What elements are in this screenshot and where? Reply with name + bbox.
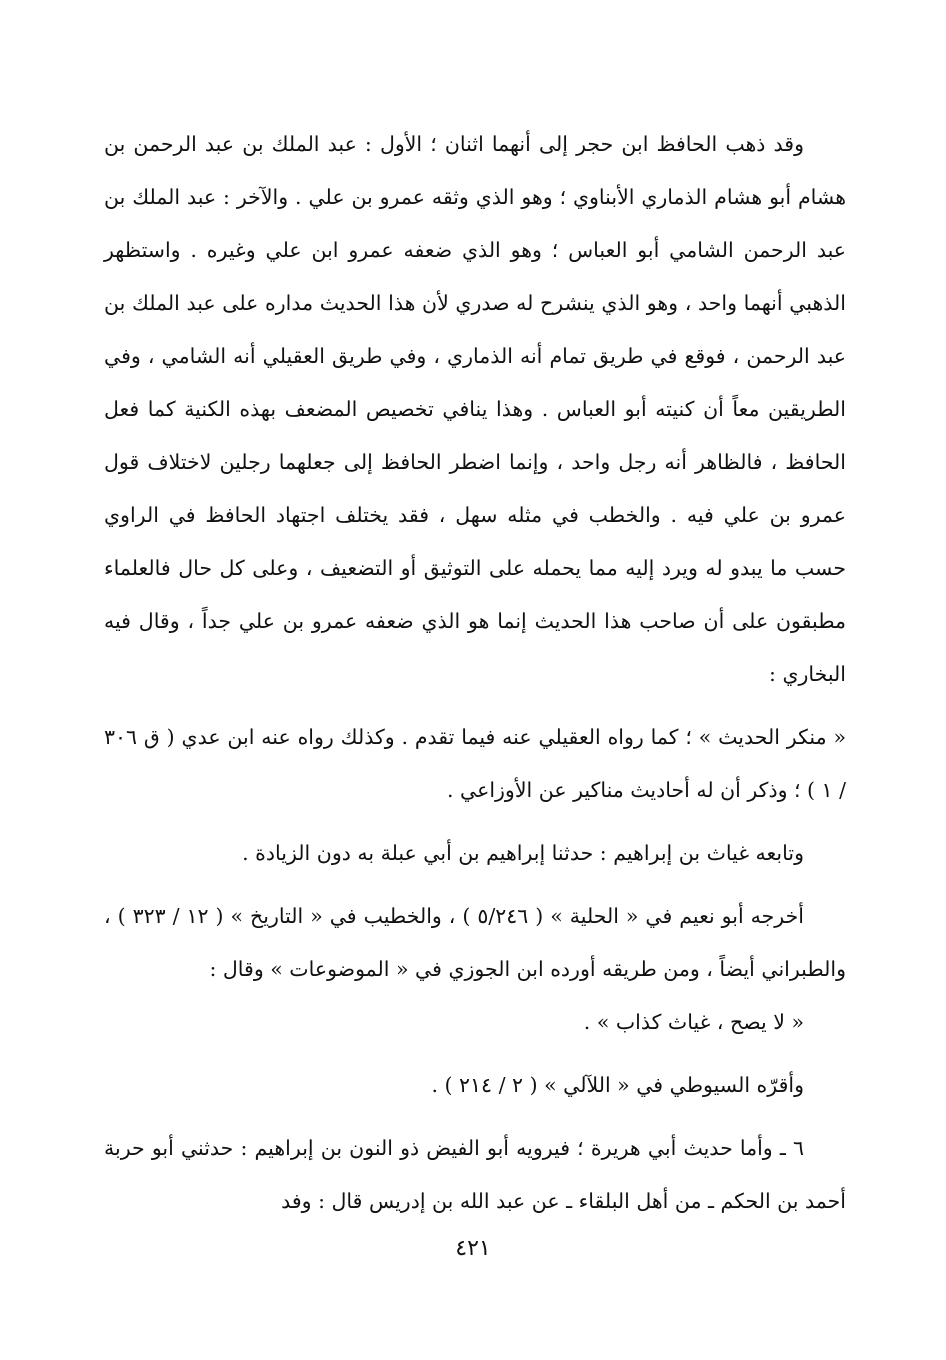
paragraph-takhrij: أخرجه أبو نعيم في « الحلية » ( ٥/٢٤٦ ) ، والخطيب في « التاريخ » ( ١٢ / ٣٢٣ ) ، والطبراني أيضاً ، ومن طريقه أورده ابن الجوزي في « الموضوعات » وقال : — [104, 904, 846, 981]
paragraph-gap — [104, 880, 846, 890]
paragraph-gap — [104, 1049, 846, 1059]
paragraph-gap — [104, 817, 846, 827]
paragraph-hafiz-opinion: وقد ذهب الحافظ ابن حجر إلى أنهما اثنان ؛ الأول : عبد الملك بن عبد الرحمن بن هشام أبو هشام الذماري الأبناوي ؛ وهو الذي وثقه عمرو بن علي . والآخر : عبد الملك بن عبد الرحمن الشامي أبو العباس ؛ وهو الذي ضعفه عمرو ابن علي وغيره . واستظهر الذهبي أنهما واحد ، وهو الذي ينشرح له صدري لأن هذا الحديث مداره على عبد الملك بن عبد الرحمن ، فوقع في طريق تمام أنه الذماري ، وفي طريق العقيلي أنه الشامي ، وفي الطريقين معاً أن كنيته أبو العباس . وهذا ينافي تخصيص المضعف بهذه الكنية كما فعل الحافظ ، فالظاهر أنه رجل واحد ، وإنما اضطر الحافظ إلى جعلهما رجلين لاختلاف قول عمرو بن علي فيه . والخطب في مثله سهل ، فقد يختلف اجتهاد الحافظ في الراوي حسب ما يبدو له ويرد إليه مما يحمله على التوثيق أو التضعيف ، وعلى كل حال فالعلماء مطبقون على أن صاحب هذا الحديث إنما هو الذي ضعفه عمرو بن علي جداً ، وقال فيه البخاري : — [104, 132, 846, 686]
paragraph-gap — [104, 701, 846, 711]
page-body — [0, 118, 946, 1228]
paragraph-la-yasih: « لا يصح ، غياث كذاب » . — [583, 1010, 804, 1034]
page-number: ٤٢١ — [455, 1236, 491, 1261]
paragraph-ghiyath-follow: وتابعه غياث بن إبراهيم : حدثنا إبراهيم بن أبي عبلة به دون الزيادة . — [242, 841, 804, 865]
paragraph-abu-hurayra: ٦ ـ وأما حديث أبي هريرة ؛ فيرويه أبو الفيض ذو النون بن إبراهيم : حدثني أبو حربة أحمد بن الحكم ـ من أهل البلقاء ـ عن عبد الله بن إدريس قال : وفد — [104, 1136, 846, 1213]
paragraph-suyuti: وأقرّه السيوطي في « اللآلي » ( ٢ / ٢١٤ ) . — [431, 1073, 804, 1097]
paragraph-munkar-hadith: « منكر الحديث » ؛ كما رواه العقيلي عنه فيما تقدم . وكذلك رواه عنه ابن عدي ( ق ٣٠٦ / ١ ) ؛ وذكر أن له أحاديث مناكير عن الأوزاعي . — [104, 725, 846, 802]
paragraph-gap — [104, 1112, 846, 1122]
